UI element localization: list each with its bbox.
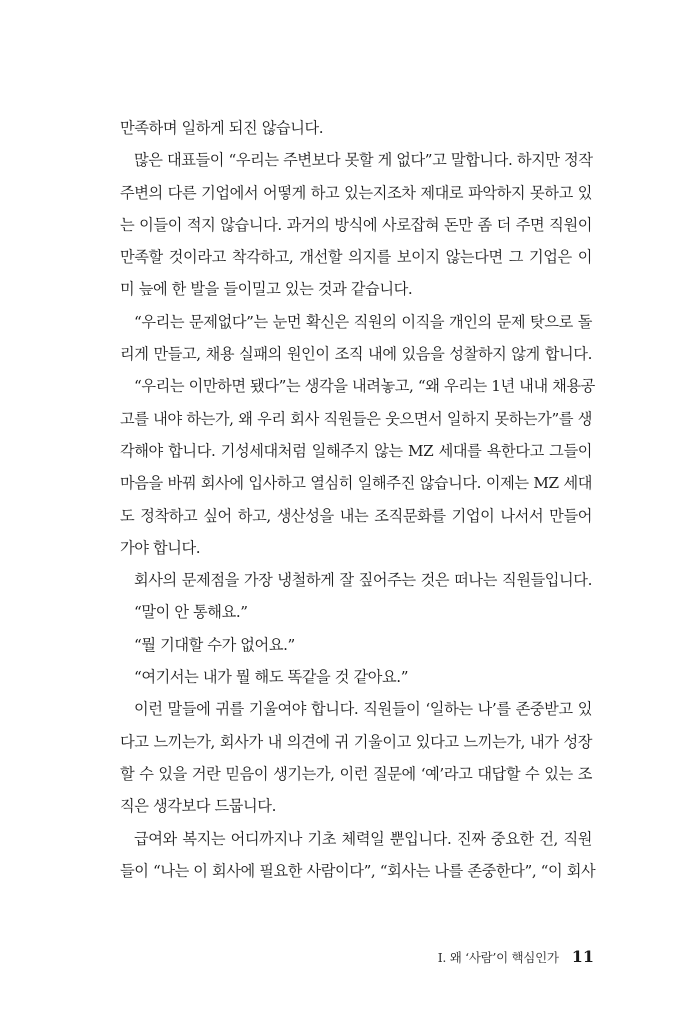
text-line: “말이 안 통해요.” xyxy=(134,603,248,622)
text-line: 많은 대표들이 “우리는 주변보다 못할 게 없다”고 말합니다. 하지만 정작 xyxy=(134,151,593,170)
page-number: 11 xyxy=(571,947,594,966)
text-line: 다고 느끼는가, 회사가 내 의견에 귀 기울이고 있다고 느끼는가, 내가 성장 xyxy=(120,732,592,751)
body-text xyxy=(120,112,596,887)
text-line: 회사의 문제점을 가장 냉철하게 잘 짚어주는 것은 떠나는 직원들입니다. xyxy=(134,571,592,590)
text-line: “뭘 기대할 수가 없어요.” xyxy=(134,635,295,654)
text-line: 미 늪에 한 발을 들이밀고 있는 것과 같습니다. xyxy=(120,280,413,299)
text-line: 들이 “나는 이 회사에 필요한 사람이다”, “회사는 나를 존중한다”, “이 회사 xyxy=(120,861,596,880)
text-line: “여기서는 내가 뭘 해도 똑같을 것 같아요.” xyxy=(134,668,409,687)
text-line: 주변의 다른 기업에서 어떻게 하고 있는지조차 제대로 파악하지 못하고 있 xyxy=(120,183,592,202)
text-line: 고를 내야 하는가, 왜 우리 회사 직원들은 웃으면서 일하지 못하는가”를 생 xyxy=(120,409,592,428)
text-line: 는 이들이 적지 않습니다. 과거의 방식에 사로잡혀 돈만 좀 더 주면 직원이 xyxy=(120,215,592,234)
text-line: 리게 만들고, 채용 실패의 원인이 조직 내에 있음을 성찰하지 않게 합니다. xyxy=(120,345,592,364)
text-line: 이런 말들에 귀를 기울여야 합니다. 직원들이 ‘일하는 나’를 존중받고 있 xyxy=(134,700,592,719)
page-footer xyxy=(438,943,594,971)
text-line: 마음을 바꿔 회사에 입사하고 열심히 일해주진 않습니다. 이제는 MZ 세대 xyxy=(120,474,592,493)
text-line: 만족할 것이라고 착각하고, 개선할 의지를 보이지 않는다면 그 기업은 이 xyxy=(120,248,592,267)
text-line: “우리는 문제없다”는 눈먼 확신은 직원의 이직을 개인의 문제 탓으로 돌 xyxy=(134,312,592,331)
text-line: 할 수 있을 거란 믿음이 생기는가, 이런 질문에 ‘예’라고 대답할 수 있는 조 xyxy=(120,764,592,783)
text-line: 가야 합니다. xyxy=(120,538,201,557)
text-line: 급여와 복지는 어디까지나 기초 체력일 뿐입니다. 진짜 중요한 건, 직원 xyxy=(134,829,592,848)
text-line: “우리는 이만하면 됐다”는 생각을 내려놓고, “왜 우리는 1년 내내 채용공 xyxy=(134,377,595,396)
text-line: 만족하며 일하게 되진 않습니다. xyxy=(120,119,324,137)
text-line: 각해야 합니다. 기성세대처럼 일해주지 않는 MZ 세대를 욕한다고 그들이 xyxy=(120,441,592,460)
text-line: 직은 생각보다 드뭅니다. xyxy=(120,797,276,816)
running-head: I. 왜 ‘사람’이 핵심인가 xyxy=(437,950,559,965)
text-line: 도 정착하고 싶어 하고, 생산성을 내는 조직문화를 기업이 나서서 만들어 xyxy=(120,506,592,525)
